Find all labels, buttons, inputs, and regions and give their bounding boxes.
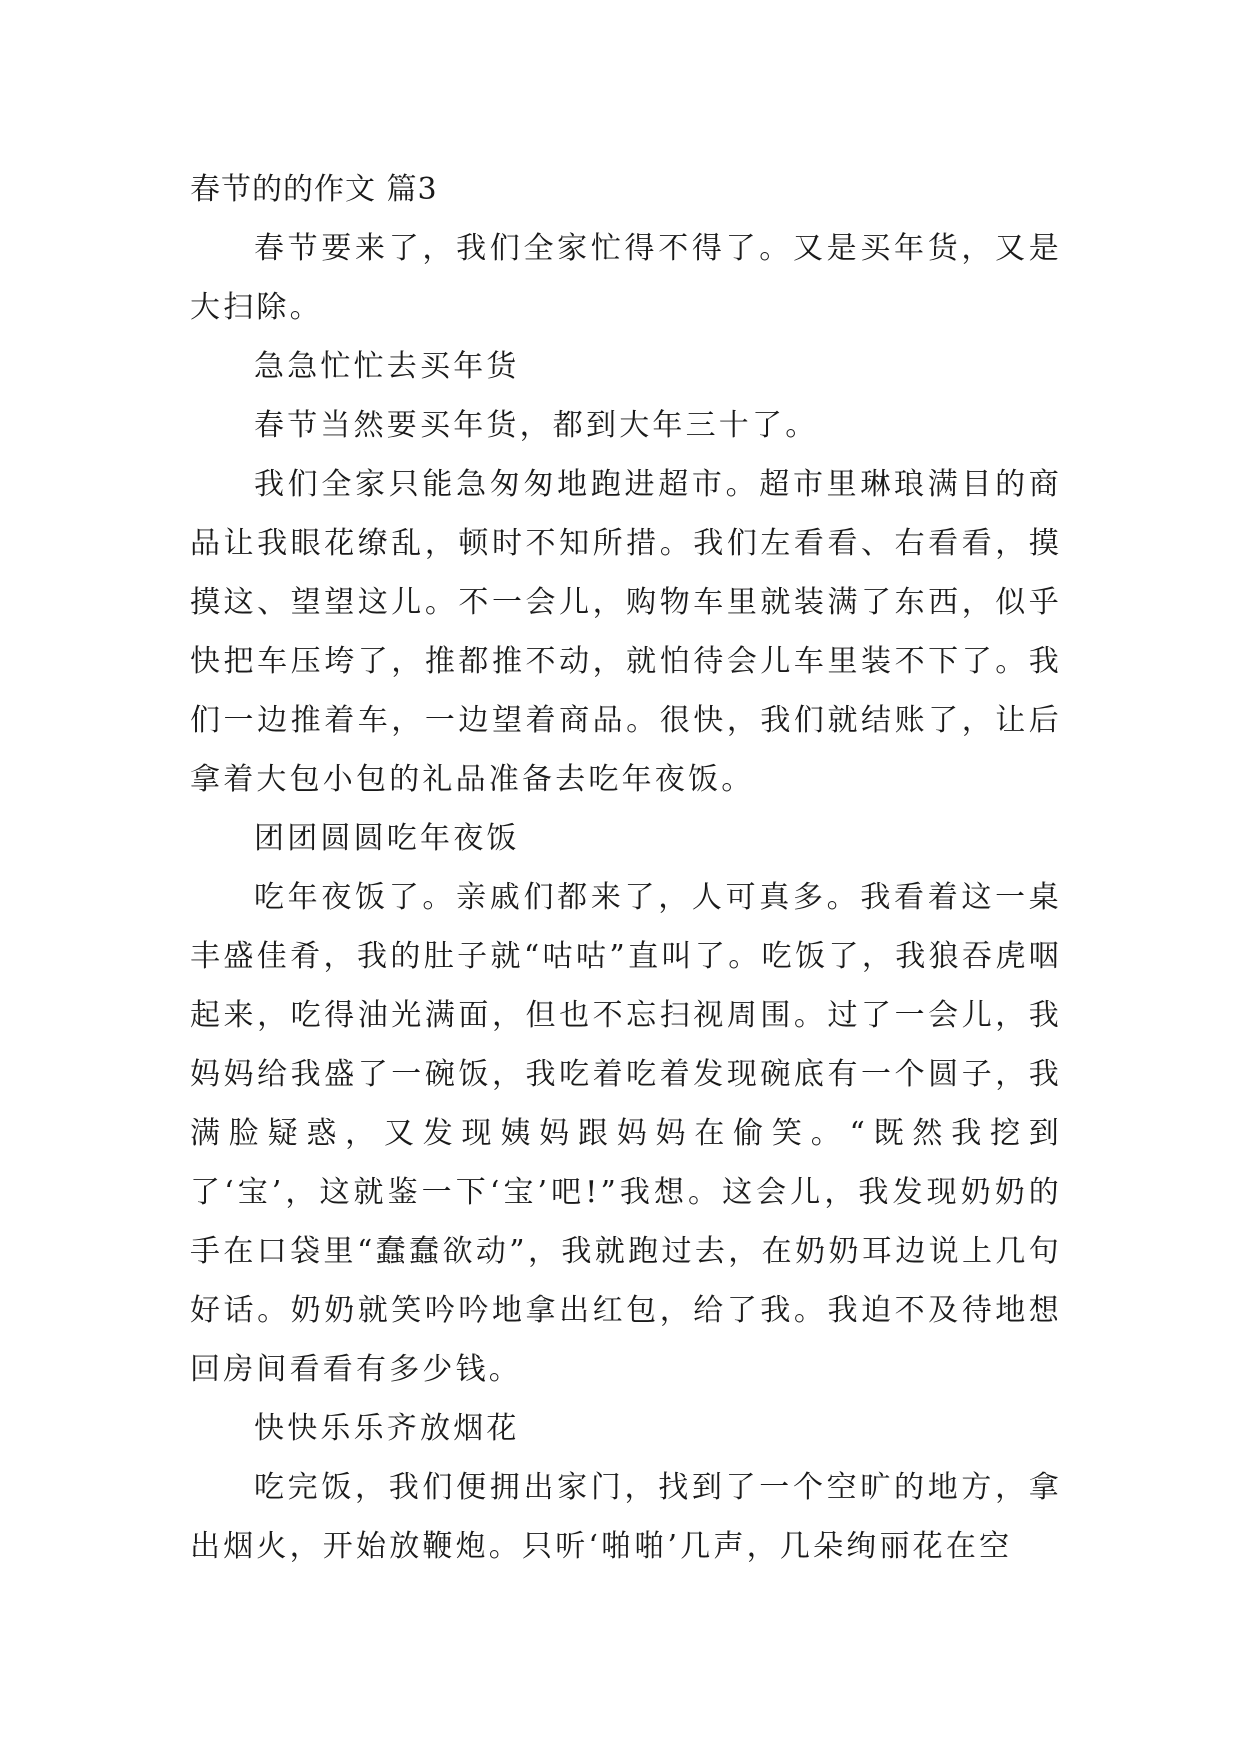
- paragraph-intro: 春节要来了，我们全家忙得不得了。又是买年货，又是大扫除。: [190, 231, 1062, 325]
- paragraph-dinner: 吃年夜饭了。亲戚们都来了，人可真多。我看着这一桌丰盛佳肴，我的肚子就“咕咕”直叫了。吃饭了，我狼吞虎咽起来，吃得油光满面，但也不忘扫视周围。过了一会儿，我妈妈给我盛了一碗饭，我吃着吃着发现碗底有一个圆子，我满脸疑惑，又发现姨妈跟妈妈在偷笑。“既然我挖到了‘宝’，这就鉴一下‘宝’吧!”我想。这会儿，我发现奶奶的手在口袋里“蠢蠢欲动”，我就跑过去，在奶奶耳边说上几句好话。奶奶就笑吟吟地拿出红包，给了我。我迫不及待地想回房间看看有多少钱。: [190, 880, 1062, 1387]
- document-title: 春节的的作文 篇3: [190, 172, 438, 207]
- section-heading-shopping: 急急忙忙去买年货: [254, 349, 520, 384]
- section-heading-fireworks: 快快乐乐齐放烟花: [254, 1411, 520, 1446]
- paragraph-shopping-2: 我们全家只能急匆匆地跑进超市。超市里琳琅满目的商品让我眼花缭乱，顿时不知所措。我们左看看、右看看，摸摸这、望望这儿。不一会儿，购物车里就装满了东西，似乎快把车压垮了，推都推不动，就怕待会儿车里装不下了。我们一边推着车，一边望着商品。很快，我们就结账了，让后拿着大包小包的礼品准备去吃年夜饭。: [190, 467, 1062, 797]
- section-heading-dinner: 团团圆圆吃年夜饭: [254, 821, 520, 856]
- paragraph-shopping-1: 春节当然要买年货，都到大年三十了。: [254, 408, 819, 443]
- paragraph-fireworks: 吃完饭，我们便拥出家门，找到了一个空旷的地方，拿出烟火，开始放鞭炮。只听‘啪啪’几声，几朵绚丽花在空: [190, 1470, 1062, 1564]
- document-body: [190, 160, 1062, 1576]
